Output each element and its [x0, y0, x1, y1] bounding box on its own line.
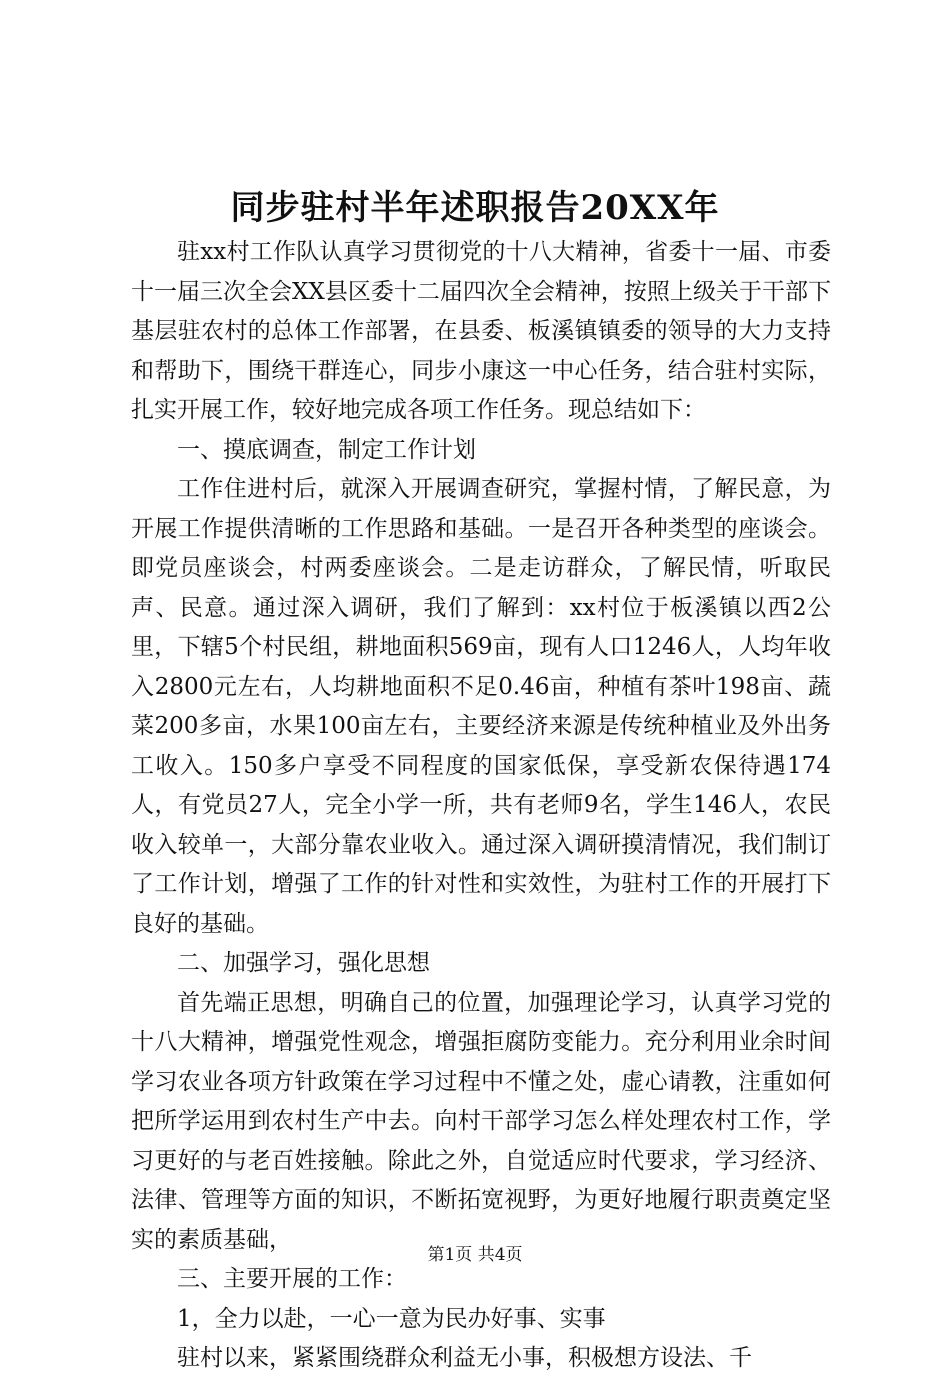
section-heading-2: 二、加强学习，强化思想 — [177, 950, 430, 976]
intro-paragraph: 驻xx村工作队认真学习贯彻党的十八大精神，省委十一届、市委十一届三次全会XX县区委十二届四次全会精神，按照上级关于干部下基层驻农村的总体工作部署，在县委、板溪镇镇委的领导的大力支持和帮助下，围绕干群连心，同步小康这一中心任务，结合驻村实际，扎实开展工作，较好地完成各项工作任务。现总结如下： — [131, 239, 831, 423]
section-2-paragraph: 首先端正思想，明确自己的位置，加强理论学习，认真学习党的十八大精神，增强党性观念，增强拒腐防变能力。充分利用业余时间学习农业各项方针政策在学习过程中不懂之处，虚心请教，注重如何把所学运用到农村生产中去。向村干部学习怎么样处理农村工作，学习更好的与老百姓接触。除此之外，自觉适应时代要求，学习经济、法律、管理等方面的知识，不断拓宽视野，为更好地履行职责奠定坚实的素质基础， — [131, 989, 831, 1253]
document-body — [131, 233, 831, 1379]
section-heading-3: 三、主要开展的工作： — [177, 1266, 407, 1292]
section-1-paragraph: 工作住进村后，就深入开展调查研究，掌握村情，了解民意，为开展工作提供清晰的工作思路和基础。一是召开各种类型的座谈会。即党员座谈会，村两委座谈会。二是走访群众，了解民情，听取民声、民意。通过深入调研，我们了解到：xx村位于板溪镇以西2公里，下辖5个村民组，耕地面积569亩，现有人口1246人，人均年收入2800元左右，人均耕地面积不足0.46亩，种植有茶叶198亩、蔬菜200多亩，水果100亩左右，主要经济来源是传统种植业及外出务工收入。150多户享受不同程度的国家低保，享受新农保待遇174人，有党员27人，完全小学一所，共有老师9名，学生146人，农民收入较单一，大部分靠农业收入。通过深入调研摸清情况，我们制订了工作计划，增强了工作的针对性和实效性，为驻村工作的开展打下良好的基础。 — [131, 476, 831, 937]
subsection-heading-1: 1，全力以赴，一心一意为民办好事、实事 — [177, 1305, 606, 1332]
subsection-1-paragraph: 驻村以来，紧紧围绕群众利益无小事，积极想方设法、千 — [177, 1345, 752, 1371]
document-title: 同步驻村半年述职报告20XX年 — [230, 188, 720, 228]
page-footer: 第1页 共4页 — [427, 1245, 523, 1265]
section-heading-1: 一、摸底调查，制定工作计划 — [177, 436, 476, 463]
